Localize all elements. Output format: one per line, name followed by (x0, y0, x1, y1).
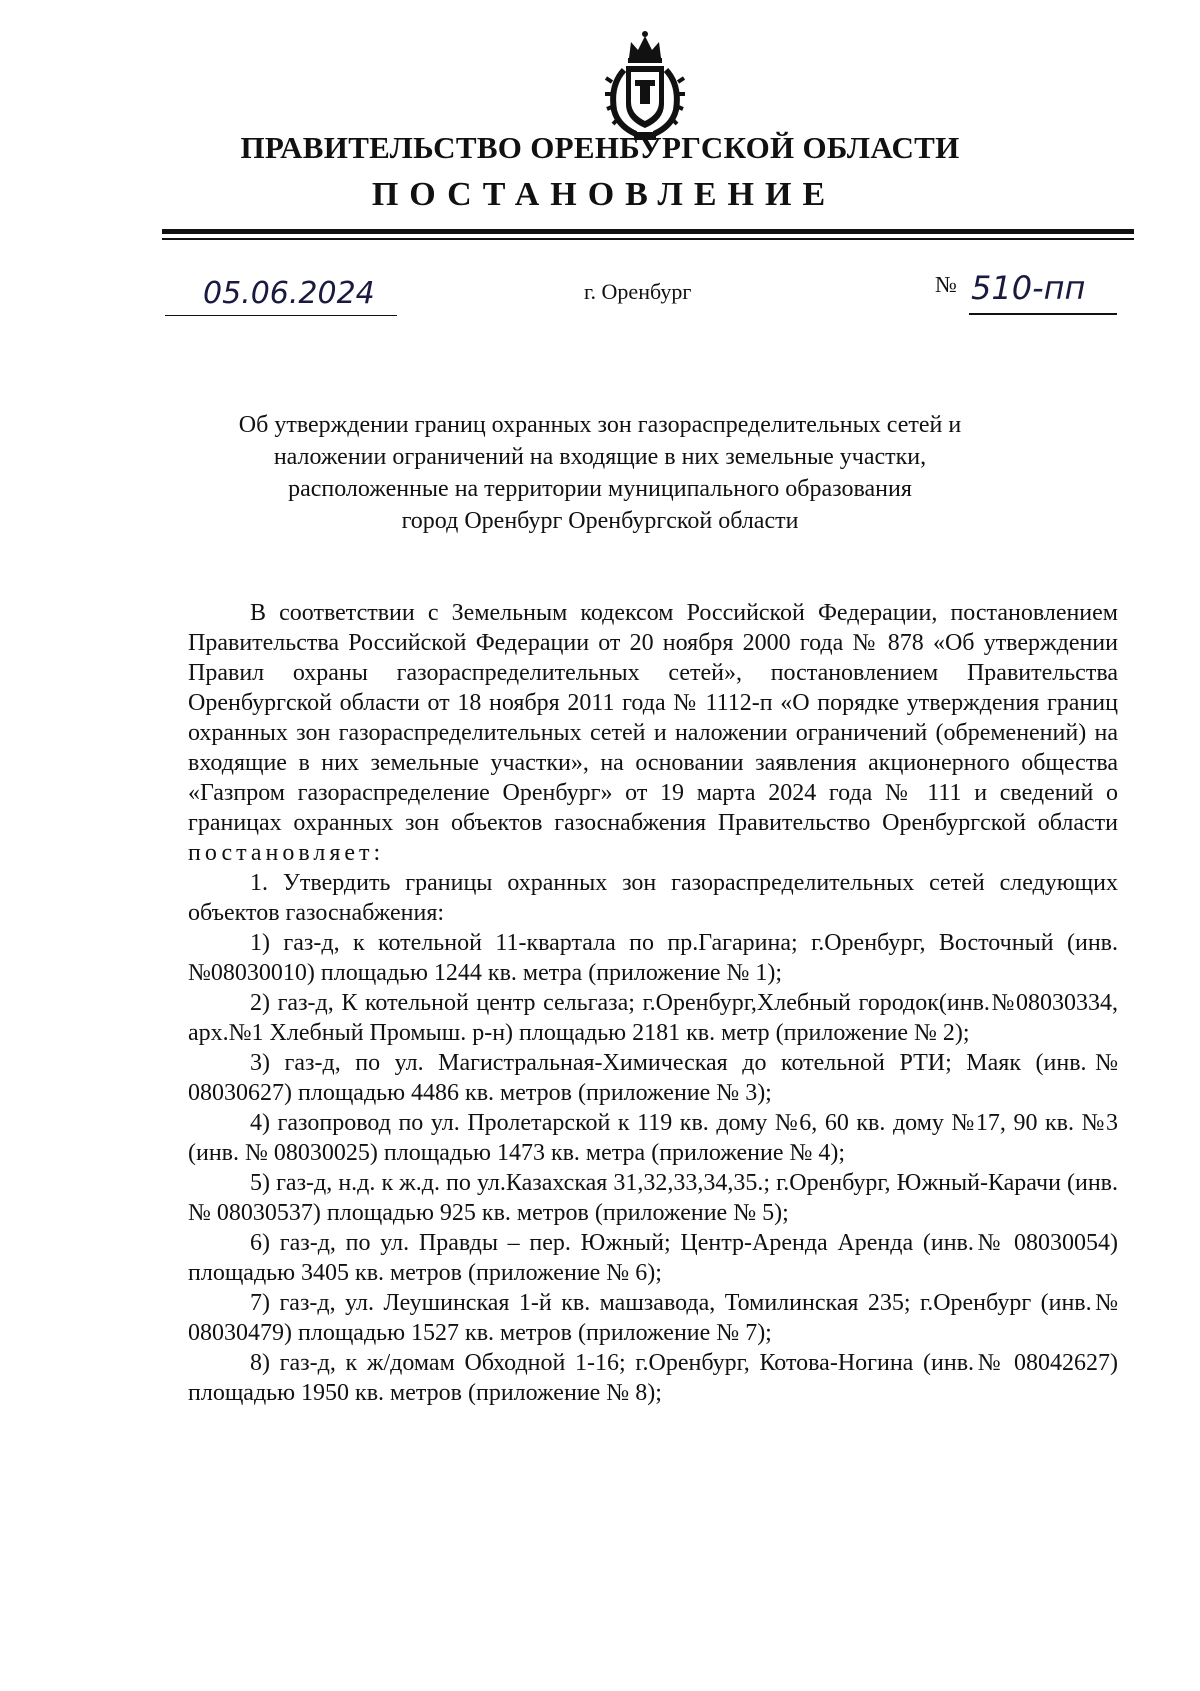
resolves-word: постановляет: (188, 840, 385, 866)
list-item: 6) газ-д, по ул. Правды – пер. Южный; Центр-Аренда Аренда (инв.№ 08030054) площадью 3405 кв. метров (приложение № 6); (188, 1230, 1118, 1286)
preamble-text: В соответствии с Земельным кодексом Российской Федерации, постановлением Правительства Российской Федерации от 20 ноября 2000 года № 878 «Об утверждении Правил охраны газораспределительных сетей», постановлением Правительства Оренбургской области от 18 ноября 2011 года № 1112-п «О порядке утверждения границ охранных зон газораспределительных сетей и наложении ограничений (обременений) на входящие в них земельные участки», на основании заявления акционерного общества «Газпром газораспределение Оренбург» от 19 марта 2024 года № 111 и сведений о границах охранных зон объектов газоснабжения Правительство Оренбургской области (188, 600, 1118, 836)
list-item: 5) газ-д, н.д. к ж.д. по ул.Казахская 31,32,33,34,35.; г.Оренбург, Южный-Карачи (инв.№ 08030537) площадью 925 кв. метров (приложение № 5); (188, 1170, 1118, 1226)
number-sign: № (935, 272, 957, 297)
document-title (150, 409, 1050, 537)
list-item: 1) газ-д, к котельной 11-квартала по пр.Гагарина; г.Оренбург, Восточный (инв. №08030010) площадью 1244 кв. метра (приложение № 1); (188, 930, 1118, 986)
preamble-paragraph (188, 598, 1118, 868)
list-item: 4) газопровод по ул. Пролетарской к 119 кв. дому №6, 60 кв. дому №17, 90 кв. №3 (инв. № 08030025) площадью 1473 кв. метра (приложение № 4); (188, 1110, 1118, 1166)
title-line: город Оренбург Оренбургской области (401, 508, 799, 534)
title-line: Об утверждении границ охранных зон газораспределительных сетей и (238, 412, 962, 438)
header-rule-thin (162, 238, 1134, 240)
number-underline (969, 313, 1117, 315)
document-date-field (165, 275, 397, 316)
title-line: расположенные на территории муниципального образования (288, 476, 912, 502)
document-number: 510-пп (971, 269, 1086, 307)
document-type: ПОСТАНОВЛЕНИЕ (371, 176, 837, 213)
document-body (188, 598, 1118, 1408)
organization-name: ПРАВИТЕЛЬСТВО ОРЕНБУРГСКОЙ ОБЛАСТИ (240, 130, 960, 165)
document-city: г. Оренбург (584, 279, 692, 304)
header-rule-thick (162, 229, 1134, 234)
title-line: наложении ограничений на входящие в них земельные участки, (273, 444, 927, 470)
coat-of-arms-icon (604, 30, 686, 142)
clause-1: 1. Утвердить границы охранных зон газораспределительных сетей следующих объектов газоснабжения: (188, 870, 1118, 926)
list-item: 3) газ-д, по ул. Магистральная-Химическая до котельной РТИ; Маяк (инв.№ 08030627) площадью 4486 кв. метров (приложение № 3); (188, 1050, 1118, 1106)
list-item: 7) газ-д, ул. Леушинская 1-й кв. машзавода, Томилинская 235; г.Оренбург (инв.№ 08030479) площадью 1527 кв. метров (приложение № 7); (188, 1290, 1118, 1346)
document-number-field (935, 269, 1086, 307)
list-item: 8) газ-д, к ж/домам Обходной 1-16; г.Оренбург, Котова-Ногина (инв.№ 08042627) площадью 1950 кв. метров (приложение № 8); (188, 1350, 1118, 1406)
list-item: 2) газ-д, К котельной центр сельгаза; г.Оренбург,Хлебный городок(инв.№08030334, арх.№1 Хлебный Промыш. р-н) площадью 2181 кв. метр (приложение № 2); (188, 990, 1118, 1046)
document-date: 05.06.2024 (203, 276, 375, 311)
